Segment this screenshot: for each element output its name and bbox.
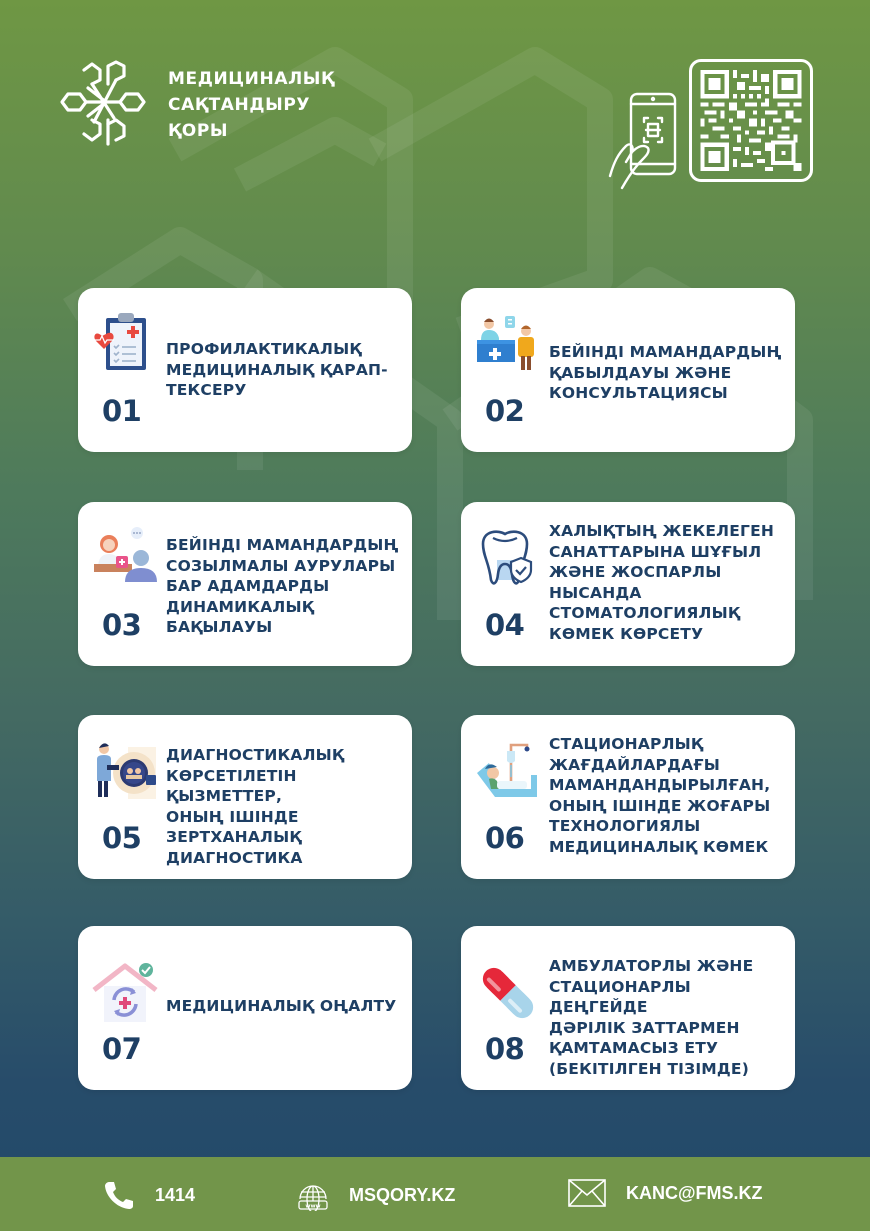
card-title-line: СТОМАТОЛОГИЯЛЫҚ <box>549 604 741 622</box>
brand-line: САҚТАНДЫРУ <box>168 95 311 115</box>
qr-code-icon <box>700 70 802 171</box>
card-number: 01 <box>102 394 142 428</box>
card-title-line: АМБУЛАТОРЛЫ ЖӘНЕ <box>549 957 754 975</box>
card-title-line: МАМАНДАНДЫРЫЛҒАН, <box>549 776 771 794</box>
card-title-line: МЕДИЦИНАЛЫҚ ҚАРАП- <box>166 360 388 379</box>
card-title <box>549 521 785 644</box>
card-number: 04 <box>485 608 525 642</box>
service-card-03 <box>78 502 412 666</box>
brand-line: МЕДИЦИНАЛЫҚ <box>168 69 335 89</box>
card-number: 03 <box>102 608 142 642</box>
card-number: 02 <box>485 394 525 428</box>
doctor-patient-icon <box>92 524 158 590</box>
card-title <box>166 339 402 401</box>
service-card-02 <box>461 288 795 452</box>
phone-scan-icon <box>604 90 684 195</box>
footer-contacts <box>0 1157 870 1231</box>
service-card-04 <box>461 502 795 666</box>
card-title-line: КӨРСЕТІЛЕТІН ҚЫЗМЕТТЕР, <box>166 766 297 805</box>
card-title-line: (БЕКІТІЛГЕН ТІЗІМДЕ) <box>549 1059 749 1078</box>
card-title-line: МЕДИЦИНАЛЫҚ КӨМЕК <box>549 837 769 856</box>
card-title-line: ТЕХНОЛОГИЯЛЫ <box>549 817 701 835</box>
globe-www-icon <box>297 1179 329 1211</box>
card-title-line: САНАТТАРЫНА ШҰҒЫЛ <box>549 542 762 561</box>
card-title-line: БЕЙІНДІ МАМАНДАРДЫҢ <box>549 343 782 361</box>
brand-line: ҚОРЫ <box>168 121 229 141</box>
card-title-line: БАР АДАМДАРДЫ <box>166 577 330 595</box>
card-title <box>549 956 785 1079</box>
card-title-line: СТАЦИОНАРЛЫҚ <box>549 735 704 753</box>
card-title-line: МЕДИЦИНАЛЫҚ ОҢАЛТУ <box>166 997 397 1015</box>
service-card-01 <box>78 288 412 452</box>
doctor-reception-icon <box>475 310 541 376</box>
website-link[interactable] <box>297 1179 455 1211</box>
card-title <box>549 734 785 857</box>
card-title-line: ЖӘНЕ ЖОСПАРЛЫ <box>549 563 722 581</box>
card-title-line: ДИНАМИКАЛЫҚ <box>166 597 314 616</box>
card-title-line: БАҚЫЛАУЫ <box>166 618 273 636</box>
home-rehab-icon <box>92 960 158 1026</box>
card-title-line: СОЗЫЛМАЛЫ АУРУЛАРЫ <box>166 556 396 575</box>
header <box>0 0 870 260</box>
card-title <box>549 342 785 404</box>
brand-name <box>168 66 335 144</box>
card-number: 06 <box>485 821 525 855</box>
card-title <box>166 745 402 868</box>
phone-contact[interactable] <box>103 1179 195 1211</box>
card-title-line: КӨМЕК КӨРСЕТУ <box>549 624 704 643</box>
card-title-line: ДӘРІЛІК ЗАТТАРМЕН <box>549 1018 740 1037</box>
card-title-line: ЗЕРТХАНАЛЫҚ <box>166 828 302 846</box>
card-title <box>166 996 402 1017</box>
svg-text:www: www <box>305 1203 321 1210</box>
card-title-line: КОНСУЛЬТАЦИЯСЫ <box>549 384 728 402</box>
card-title-line: СТАЦИОНАРЛЫ ДЕҢГЕЙДЕ <box>549 977 691 1016</box>
card-title-line: ХАЛЫҚТЫҢ ЖЕКЕЛЕГЕН <box>549 522 775 540</box>
card-title-line: ДИАГНОСТИКАЛЫҚ <box>166 746 345 764</box>
card-title-line: ДИАГНОСТИКА <box>166 848 303 867</box>
fund-logo-icon <box>58 58 148 148</box>
service-card-07 <box>78 926 412 1090</box>
card-title-line: БЕЙІНДІ МАМАНДАРДЫҢ <box>166 536 399 554</box>
envelope-icon <box>568 1179 606 1207</box>
card-title-line: ТЕКСЕРУ <box>166 381 247 399</box>
mri-scanner-icon <box>92 737 158 803</box>
card-title-line: ПРОФИЛАКТИКАЛЫҚ <box>166 340 362 358</box>
email-link[interactable] <box>568 1179 763 1207</box>
tooth-shield-icon <box>475 524 541 590</box>
card-title-line: ЖАҒДАЙЛАРДАҒЫ <box>549 755 721 774</box>
card-title-line: ОНЫҢ ІШІНДЕ <box>166 807 299 826</box>
phone-number: 1414 <box>155 1184 196 1205</box>
card-number: 08 <box>485 1032 525 1066</box>
card-title-line: ҚАМТАМАСЫЗ ЕТУ <box>549 1039 719 1057</box>
service-card-05 <box>78 715 412 879</box>
card-number: 07 <box>102 1032 142 1066</box>
hospital-bed-icon <box>475 737 541 803</box>
card-title-line: ҚАБЫЛДАУЫ ЖӘНЕ <box>549 363 732 382</box>
card-number: 05 <box>102 821 142 855</box>
card-title <box>166 535 402 638</box>
card-title-line: ОНЫҢ ІШІНДЕ ЖОҒАРЫ <box>549 796 771 815</box>
pill-capsule-icon <box>475 960 541 1026</box>
phone-icon <box>103 1179 135 1211</box>
email-address: KANC@FMS.KZ <box>626 1182 763 1203</box>
service-card-08 <box>461 926 795 1090</box>
clipboard-heart-icon <box>92 310 158 376</box>
service-card-06 <box>461 715 795 879</box>
qr-code[interactable] <box>689 59 813 182</box>
card-title-line: НЫСАНДА <box>549 583 642 602</box>
website-url: MSQORY.KZ <box>349 1184 456 1205</box>
